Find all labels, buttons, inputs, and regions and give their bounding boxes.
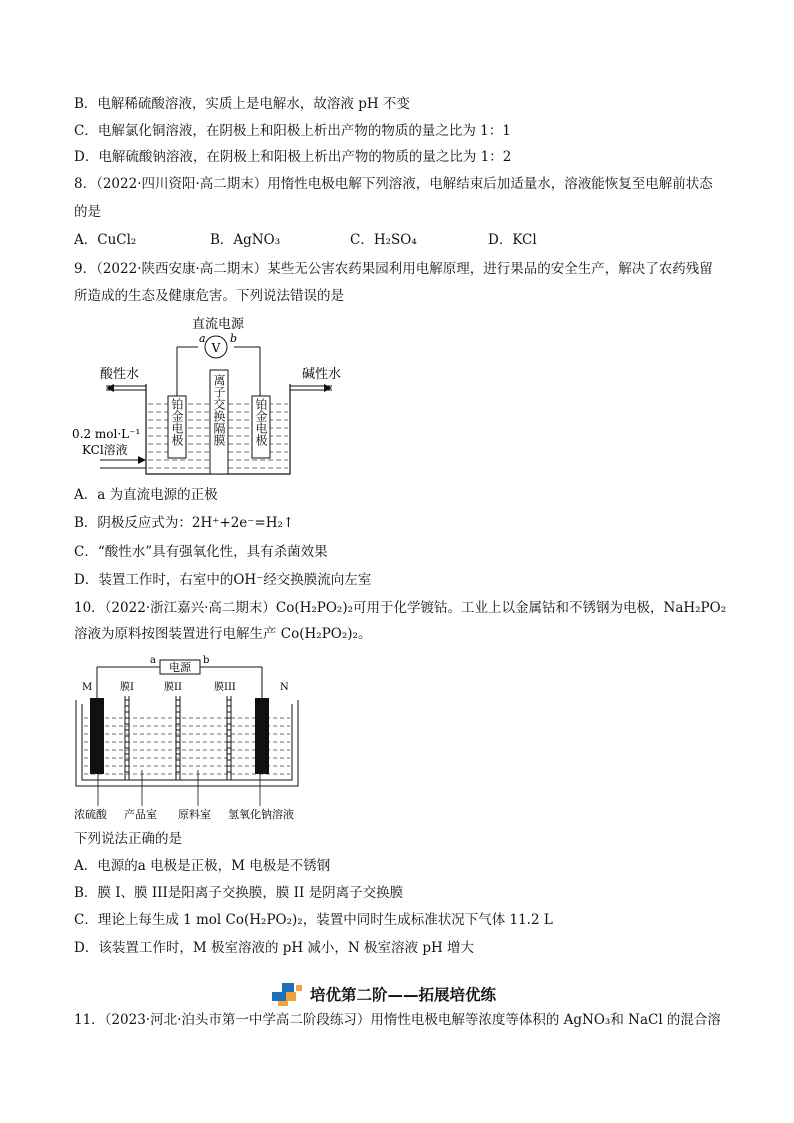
q10-electrode-m	[90, 698, 104, 774]
q10-electrolysis-figure	[72, 652, 312, 824]
q9-stem-line1: 9．（2022·陕西安康·高二期末）某些无公害农药果园利用电解原理，进行果品的安全生产，解决了农药残留	[74, 261, 713, 277]
q7-option-b: B．电解稀硫酸溶液，实质上是电解水，故溶液 pH 不变	[74, 96, 410, 112]
section-logo-icon	[270, 981, 304, 1007]
q10-membrane1-label: 膜I	[120, 682, 134, 693]
q10-electrode-n	[255, 698, 269, 774]
q9-outlet-left-arrow-icon	[106, 384, 114, 392]
q9-meter-label: V	[211, 341, 221, 355]
q8-options	[74, 231, 537, 249]
q9-power-label: 直流电源	[191, 317, 245, 332]
q9-option-d: D．装置工作时，右室中的OH⁻经交换膜流向左室	[74, 572, 372, 588]
q10-question: 下列说法正确的是	[74, 831, 182, 847]
q10-membrane-1	[125, 696, 129, 780]
q9-outlet-right-arrow-icon	[324, 384, 332, 392]
section-title: 培优第二阶——拓展培优练	[310, 986, 497, 1004]
q10-terminal-b: b	[203, 655, 210, 666]
q10-option-c: C．理论上每生成 1 mol Co(H₂PO₂)₂，装置中同时生成标准状况下气体 11.2 L	[74, 912, 553, 928]
q7-option-d: D．电解硫酸钠溶液，在阴极上和阳极上析出产物的物质的量之比为 1：2	[74, 149, 512, 165]
q8-option-d: D．KCl	[488, 232, 537, 248]
q9-acid-water-label: 酸性水	[100, 367, 140, 382]
q10-terminal-a: a	[150, 655, 156, 666]
q10-bottom-label-4: 氢氧化钠溶液	[228, 808, 294, 821]
q9-terminal-b: b	[230, 332, 238, 345]
q10-bottom-label-2: 产品室	[124, 808, 157, 821]
q10-bottom-label-3: 原料室	[178, 808, 211, 821]
q10-stem-line1: 10．（2022·浙江嘉兴·高二期末）Co(H₂PO₂)₂可用于化学镀钴。工业上以金属钴和不锈钢为电极，NaH₂PO₂	[74, 600, 727, 616]
q9-terminal-a: a	[199, 332, 206, 345]
q9-feed-solution: KCl溶液	[82, 443, 128, 457]
q8-stem-line2: 的是	[74, 204, 101, 220]
q10-option-d: D．该装置工作时，M 极室溶液的 pH 减小，N 极室溶液 pH 增大	[74, 940, 475, 956]
q10-stem-line2: 溶液为原料按图装置进行电解生产 Co(H₂PO₂)₂。	[74, 626, 372, 642]
q9-right-electrode-label: 铂金电极	[254, 398, 268, 446]
q9-electrolysis-figure	[70, 312, 360, 482]
q10-option-b: B．膜 I、膜 III是阳离子交换膜，膜 II 是阴离子交换膜	[74, 885, 404, 901]
q10-option-a: A．电源的a 电极是正极，M 电极是不锈钢	[74, 858, 331, 874]
q9-stem-line2: 所造成的生态及健康危害。下列说法错误的是	[74, 288, 344, 304]
q8-option-c: C．H₂SO₄	[350, 232, 417, 248]
q10-membrane-2	[176, 696, 180, 780]
q10-power-label: 电源	[169, 661, 191, 674]
q9-feed-conc: 0.2 mol·L⁻¹	[72, 427, 141, 441]
q9-left-electrode-label: 铂金电极	[170, 398, 184, 446]
q10-label-m: M	[82, 682, 93, 693]
q9-option-b: B．阴极反应式为：2H⁺+2e⁻=H₂↑	[74, 515, 295, 531]
section-heading	[270, 982, 496, 1006]
q8-option-b: B．AgNO₃	[210, 232, 281, 248]
q10-membrane2-label: 膜II	[164, 682, 182, 693]
q7-option-c: C．电解氯化铜溶液，在阴极上和阳极上析出产物的物质的量之比为 1：1	[74, 123, 511, 139]
q9-feed-arrow-icon	[138, 456, 146, 464]
q10-membrane3-label: 膜III	[214, 682, 236, 693]
q8-option-a: A．CuCl₂	[74, 232, 137, 248]
q9-option-a: A．a 为直流电源的正极	[74, 487, 218, 503]
q9-alkaline-water-label: 碱性水	[302, 367, 342, 382]
q10-bottom-label-1: 浓硫酸	[74, 808, 107, 821]
q10-membrane-3	[227, 696, 231, 780]
q8-stem-line1: 8．（2022·四川资阳·高二期末）用惰性电极电解下列溶液，电解结束后加适量水，溶液能恢复至电解前状态	[74, 176, 713, 192]
q9-membrane-label: 离子交换隔膜	[212, 374, 226, 446]
q11-stem-line1: 11．（2023·河北·泊头市第一中学高二阶段练习）用惰性电极电解等浓度等体积的 AgNO₃和 NaCl 的混合溶	[74, 1012, 721, 1028]
q10-label-n: N	[280, 682, 289, 693]
q9-option-c: C．“酸性水”具有强氧化性，具有杀菌效果	[74, 544, 328, 560]
